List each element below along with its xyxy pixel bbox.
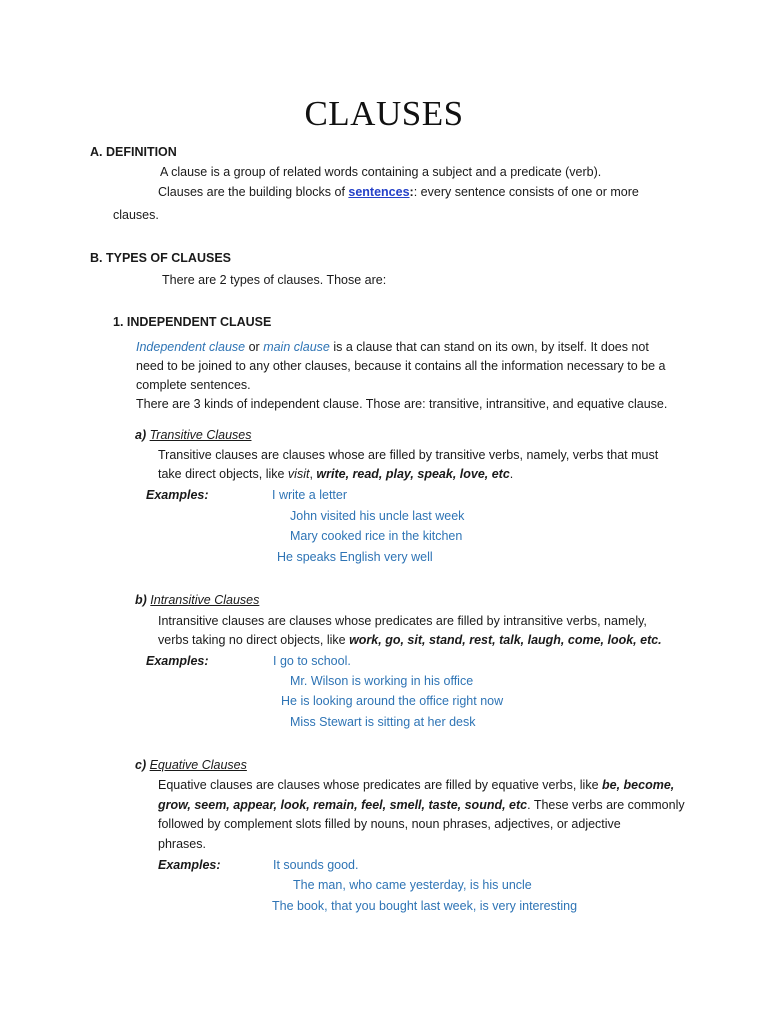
independent-line-1-rest: is a clause that can stand on its own, by itself. It does not (329, 340, 649, 354)
equative-letter: c) (135, 758, 150, 772)
intransitive-examples-label: Examples: (146, 654, 209, 668)
independent-line-2: need to be joined to any other clauses, because it contains all the information necessary to be a (136, 359, 666, 373)
independent-clause-heading: 1. INDEPENDENT CLAUSE (113, 315, 272, 329)
definition-line-2-colon: : (409, 185, 414, 199)
definition-line-3: clauses. (113, 208, 159, 222)
transitive-desc-1: Transitive clauses are clauses whose are filled by transitive verbs, namely, verbs that must (158, 448, 659, 462)
section-b-heading: B. TYPES OF CLAUSES (90, 251, 231, 265)
equative-desc-1 (158, 777, 674, 793)
equative-examples-label: Examples: (158, 858, 221, 872)
equative-verbs-2: grow, seem, appear, look, remain, feel, smell, taste, sound, etc (158, 798, 528, 812)
or-text: or (245, 340, 264, 354)
equative-example-2: The man, who came yesterday, is his uncle (293, 878, 532, 892)
equative-example-3: The book, that you bought last week, is very interesting (272, 899, 578, 913)
intransitive-desc-2-text: verbs taking no direct objects, like (158, 633, 350, 647)
transitive-comma: , (309, 467, 317, 481)
transitive-example-4: He speaks English very well (277, 550, 433, 564)
types-intro: There are 2 types of clauses. Those are: (162, 273, 387, 287)
page-title: CLAUSES (304, 94, 464, 133)
definition-line-2-text: Clauses are the building blocks of (158, 185, 349, 199)
equative-desc-2 (158, 797, 685, 813)
equative-title: Equative Clauses (149, 758, 247, 772)
transitive-desc-2-text: take direct objects, like (158, 467, 288, 481)
definition-line-2-rest: : every sentence consists of one or more (413, 185, 639, 199)
transitive-example-1: I write a letter (272, 488, 348, 502)
transitive-example-2: John visited his uncle last week (290, 509, 465, 523)
section-a-heading: A. DEFINITION (90, 145, 177, 159)
term-independent-clause: Independent clause (136, 340, 246, 354)
equative-desc-4: phrases. (158, 837, 206, 851)
intransitive-example-4: Miss Stewart is sitting at her desk (290, 715, 476, 729)
intransitive-example-3: He is looking around the office right now (281, 694, 504, 708)
independent-line-3: complete sentences. (136, 378, 251, 392)
equative-example-1: It sounds good. (273, 858, 359, 872)
equative-desc-3: followed by complement slots filled by nouns, noun phrases, adjectives, or adjective (158, 817, 621, 831)
transitive-desc-2 (158, 466, 513, 482)
transitive-letter: a) (135, 428, 150, 442)
transitive-example-3: Mary cooked rice in the kitchen (290, 529, 463, 543)
intransitive-example-1: I go to school. (273, 654, 351, 668)
transitive-examples-label: Examples: (146, 488, 209, 502)
sentences-link[interactable]: sentences (348, 185, 410, 199)
transitive-period: . (509, 467, 514, 481)
intransitive-title: Intransitive Clauses (150, 593, 260, 607)
equative-heading (135, 757, 247, 773)
term-main-clause: main clause (263, 340, 330, 354)
definition-line-2 (158, 184, 639, 200)
intransitive-example-2: Mr. Wilson is working in his office (290, 674, 474, 688)
intransitive-heading (135, 592, 259, 608)
equative-desc-1-text: Equative clauses are clauses whose predicates are filled by equative verbs, like (158, 778, 602, 792)
independent-line-1 (136, 339, 649, 355)
transitive-title: Transitive Clauses (149, 428, 252, 442)
intransitive-desc-2 (158, 632, 662, 648)
transitive-visit: visit (287, 467, 310, 481)
equative-desc-2-rest: . These verbs are commonly (527, 798, 685, 812)
transitive-verbs: write, read, play, speak, love, etc (316, 467, 510, 481)
intransitive-letter: b) (135, 593, 151, 607)
equative-verbs-1: be, become, (602, 778, 675, 792)
independent-line-4: There are 3 kinds of independent clause. Those are: transitive, intransitive, and equative clause. (136, 397, 668, 411)
intransitive-verbs: work, go, sit, stand, rest, talk, laugh, come, look, etc. (349, 633, 662, 647)
definition-line-1: A clause is a group of related words containing a subject and a predicate (verb). (160, 165, 602, 179)
transitive-heading (135, 427, 251, 443)
intransitive-desc-1: Intransitive clauses are clauses whose predicates are filled by intransitive verbs, namely, (158, 614, 647, 628)
